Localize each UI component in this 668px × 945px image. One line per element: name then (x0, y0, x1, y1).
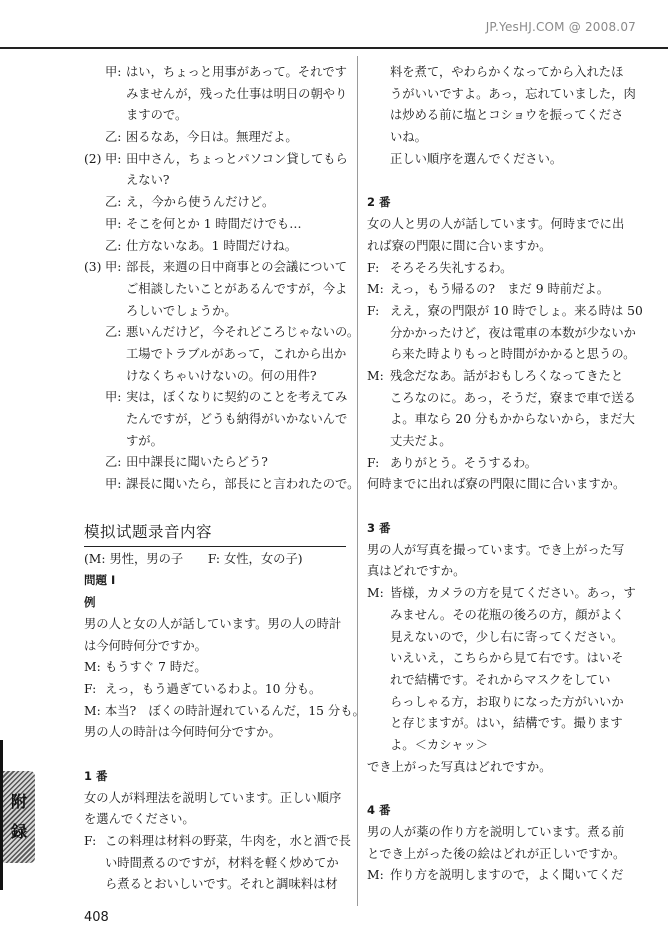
line-text: と存じますが。はい，結構です。撮ります (390, 716, 623, 731)
line-text: ら来た時よりもっと時間がかかると思うの。 (390, 347, 636, 362)
dialogue-line (84, 236, 346, 258)
line-text: 作り方を説明しますので，よく聞いてくだ (390, 868, 624, 883)
line-text: みません。その花瓶の後ろの方，顔がよく (390, 607, 625, 622)
line-text: 問題 Ⅰ (84, 573, 116, 588)
continuation-line (84, 366, 346, 388)
continuation-line (84, 170, 346, 192)
line-text: もうすぐ 7 時だ。 (105, 660, 207, 675)
dialogue-line (84, 831, 351, 853)
line-text: そこを何とか 1 時間だけでも… (126, 216, 302, 231)
speaker-label: M: (84, 660, 101, 675)
speaker-label: 甲: (105, 216, 122, 231)
text-line (84, 788, 346, 810)
continuation-line (367, 605, 643, 627)
continuation-line (84, 853, 346, 875)
text-line (367, 822, 643, 844)
line-text: ますので。 (126, 108, 188, 123)
text-line (84, 722, 346, 744)
speaker-label: M: (84, 703, 101, 718)
continuation-line (367, 344, 643, 366)
dialogue-line (84, 149, 346, 171)
line-text: えっ，もう帰るの? まだ 9 時前だよ。 (390, 282, 609, 297)
speaker-label: M: (367, 586, 384, 601)
speaker-label: F: (367, 455, 380, 470)
line-text: 4 番 (367, 803, 391, 818)
line-text: みませんが，残った仕事は明日の朝やり (126, 86, 348, 101)
line-text: 男の人と女の人が話しています。男の人の時計 (84, 616, 342, 631)
indent (367, 323, 390, 345)
dialogue-line (84, 127, 346, 149)
indent (367, 605, 390, 627)
line-text: ご相談したいことがあるんですが，今よ (126, 281, 348, 296)
indent (367, 670, 390, 692)
line-text: 女の人が料理法を説明しています。正しい順序 (84, 790, 342, 805)
line-text: 仕方ないなあ。1 時間だけね。 (126, 238, 298, 253)
line-text: たんですが，どうも納得がいかないんで (126, 412, 348, 426)
appendix-side-tab (3, 771, 35, 863)
line-text: 田中さん，ちょっとパソコン貸してもら (126, 151, 348, 166)
line-text: 料を煮て，やわらかくなってから入れたほ (390, 65, 624, 79)
indent (367, 84, 390, 106)
indent (367, 713, 390, 735)
speaker-label: 乙: (105, 455, 122, 470)
line-text: けなくちゃいけないの。何の用件? (126, 368, 317, 383)
indent (84, 170, 126, 192)
line-text: 部長，来週の日中商事との会議について (126, 260, 348, 275)
continuation-line (367, 323, 643, 345)
text-section (84, 518, 365, 744)
item-number: (3) (84, 260, 102, 275)
indent (367, 62, 390, 84)
continuation-line (367, 84, 643, 106)
speaker-label: 甲: (105, 390, 122, 405)
dialogue-line (84, 657, 346, 679)
speaker-label: F: (84, 681, 97, 696)
line-text: 残念だなあ。話がおもしろくなってきたと (390, 368, 624, 383)
line-text: は今何時何分ですか。 (84, 638, 207, 653)
text-section (367, 800, 643, 887)
line-text: 男の人が写真を撮っています。でき上がった写 (367, 542, 625, 557)
line-text: い時間煮るのですが，材料を軽く炒めてか (105, 855, 339, 870)
line-text: そろそろ失礼するわ。 (390, 260, 513, 275)
continuation-line (367, 105, 643, 127)
line-text: 1 番 (84, 768, 108, 783)
section-heading (367, 518, 643, 540)
indent (84, 279, 126, 301)
speaker-label: 乙: (105, 325, 122, 340)
continuation-line (367, 431, 643, 453)
line-text: よ。＜カシャッ＞ (390, 737, 489, 752)
line-text: 男の人の時計は今何時何分ですか。 (84, 725, 281, 740)
continuation-line (84, 344, 346, 366)
line-text: よ。車なら 20 分もかからないから，まだ大 (390, 412, 635, 427)
dialogue-line (367, 865, 643, 887)
line-text: 3 番 (367, 521, 391, 536)
indent (367, 409, 390, 431)
dialogue-line (84, 62, 346, 84)
speaker-label: 甲: (105, 260, 122, 275)
indent (84, 431, 126, 453)
text-line (367, 540, 643, 562)
line-text: 何時までに出れば寮の門限に間に合いますか。 (367, 477, 626, 492)
dialogue-line (84, 257, 346, 279)
line-text: 女の人と男の人が話しています。何時までに出 (367, 217, 625, 232)
line-text: ろしいでしょうか。 (126, 303, 237, 318)
line-text: 分かかったけど，夜は電車の本数が少ないか (390, 325, 636, 340)
line-text: 男の人が薬の作り方を説明しています。煮る前 (367, 825, 625, 839)
indent (367, 692, 390, 714)
header-rule (0, 47, 668, 49)
line-text: を選んでください。 (84, 812, 195, 827)
continuation-line (367, 627, 643, 649)
line-text: ええ，寮の門限が 10 時でしょ。来る時は 50 (390, 303, 643, 318)
continuation-line (367, 409, 643, 431)
line-text: 本当? ぼくの時計遅れているんだ，15 分も。 (105, 703, 365, 718)
speaker-label: F: (367, 260, 380, 275)
dialogue-line (84, 387, 346, 409)
continuation-line (367, 713, 643, 735)
indent (367, 105, 390, 127)
continuation-line (367, 62, 643, 84)
header-watermark: JP.YesHJ.COM @ 2008.07 (485, 20, 636, 34)
continuation-line (367, 127, 643, 149)
speaker-label: 甲: (105, 151, 122, 166)
dialogue-line (84, 214, 346, 236)
side-tab-char: 附 (10, 792, 27, 811)
side-tab-char: 録 (10, 822, 27, 841)
text-line (367, 844, 643, 866)
line-text: ころなのに。あっ，そうだ，寮まで車で送る (390, 390, 636, 405)
line-text: 田中課長に聞いたらどう? (126, 455, 268, 470)
indent (367, 388, 390, 410)
text-line (84, 809, 346, 831)
line-text: 実は，ぼくなりに契約のことを考えてみ (126, 390, 348, 405)
dialogue-line (367, 583, 643, 605)
indent (84, 301, 126, 323)
text-line (84, 549, 346, 571)
line-text: うがいいですよ。あっ，忘れていました，肉 (390, 86, 636, 101)
line-text: とでき上がった後の絵はどれが正しいですか。 (367, 846, 626, 861)
line-text: いえいえ，こちらから見て右です。はいそ (390, 651, 624, 666)
indent (367, 735, 390, 757)
speaker-label: F: (367, 303, 380, 318)
speaker-label: M: (367, 282, 384, 297)
continuation-line (367, 692, 643, 714)
line-text: 模拟试题录音内容 (84, 522, 213, 541)
indent (84, 105, 126, 127)
text-line (367, 757, 643, 779)
section-heading (84, 766, 346, 788)
dialogue-line (84, 701, 365, 723)
line-text: 工場でトラブルがあって，これから出か (126, 346, 347, 361)
speaker-label: F: (84, 834, 97, 848)
indent (367, 149, 390, 171)
line-text: (M: 男性，男の子 F: 女性，女の子) (84, 551, 303, 566)
indent (84, 366, 126, 388)
line-text: ありがとう。そうするわ。 (390, 455, 538, 470)
line-text: ら煮るとおいしいです。それと調味料は材 (105, 877, 338, 892)
section-heading (367, 192, 643, 214)
line-text: 2 番 (367, 195, 391, 210)
line-text: 課長に聞いたら，部長にと言われたので。 (126, 477, 360, 492)
indent (367, 431, 390, 453)
right-column (367, 62, 643, 909)
indent (84, 84, 126, 106)
indent (367, 648, 390, 670)
page-section-title (84, 518, 346, 547)
indent (84, 344, 126, 366)
indent (367, 344, 390, 366)
line-text: 丈夫だよ。 (390, 434, 452, 448)
text-line (84, 614, 346, 636)
dialogue-line (367, 366, 643, 388)
item-number: (2) (84, 151, 102, 166)
continuation-line (367, 670, 643, 692)
continuation-line (367, 388, 643, 410)
text-line (367, 214, 643, 236)
dialogue-line (367, 453, 643, 475)
line-text: えない? (126, 173, 170, 188)
line-text: すが。 (126, 433, 163, 448)
indent (84, 409, 126, 431)
text-line (367, 236, 643, 258)
line-text: れで結構です。それからマスクをしてい (390, 672, 611, 687)
continuation-line (84, 409, 346, 431)
line-text: 悪いんだけど，今それどころじゃないの。 (126, 325, 360, 340)
line-text: 困るなあ，今日は。無理だよ。 (126, 130, 298, 145)
speaker-label: M: (367, 868, 384, 883)
dialogue-line (367, 301, 643, 323)
continuation-line (367, 735, 643, 757)
text-line (367, 561, 643, 583)
line-text: いね。 (390, 130, 427, 145)
continuation-line (84, 874, 346, 896)
line-text: え，今から使うんだけど。 (126, 195, 275, 210)
text-section (367, 62, 643, 170)
continuation-line (84, 105, 346, 127)
text-line (84, 636, 346, 658)
speaker-label: 乙: (105, 130, 122, 145)
continuation-line (84, 431, 346, 453)
text-section (84, 766, 351, 896)
line-text: えっ，もう過ぎているわよ。10 分も。 (105, 681, 322, 696)
section-heading (84, 592, 346, 614)
dialogue-line (84, 322, 360, 344)
continuation-line (84, 301, 346, 323)
left-column (84, 62, 365, 918)
line-text: でき上がった写真はどれですか。 (367, 759, 552, 774)
text-section (367, 192, 643, 496)
section-heading (367, 800, 643, 822)
speaker-label: 乙: (105, 238, 122, 253)
line-text: 例 (84, 595, 96, 610)
dialogue-line (367, 279, 643, 301)
speaker-label: 甲: (105, 65, 122, 79)
line-text: らっしゃる方，お取りになった方がいいか (390, 694, 624, 709)
indent (367, 627, 390, 649)
line-text: れば寮の門限に間に合いますか。 (367, 238, 552, 253)
speaker-label: M: (367, 368, 384, 383)
line-text: 見えないので，少し右に寄ってください。 (390, 629, 624, 644)
continuation-line (367, 648, 643, 670)
line-text: 正しい順序を選んでください。 (390, 151, 563, 166)
section-heading (84, 570, 346, 592)
dialogue-line (367, 258, 643, 280)
text-line (367, 474, 643, 496)
text-section (367, 518, 643, 778)
continuation-line (367, 149, 643, 171)
dialogue-line (84, 679, 346, 701)
indent (84, 853, 105, 875)
text-section (84, 62, 360, 496)
indent (84, 874, 105, 896)
page-number: 408 (84, 910, 109, 925)
dialogue-line (84, 192, 346, 214)
line-text: は炒める前に塩とコショウを振ってくださ (390, 108, 624, 123)
line-text: この料理は材料の野菜，牛肉を，水と酒で長 (105, 834, 351, 848)
dialogue-line (84, 474, 360, 496)
dialogue-line (84, 452, 346, 474)
speaker-label: 乙: (105, 195, 122, 210)
line-text: 真はどれですか。 (367, 564, 466, 579)
continuation-line (84, 279, 346, 301)
line-text: 皆様，カメラの方を見てください。あっ，す (390, 586, 636, 601)
continuation-line (84, 84, 346, 106)
speaker-label: 甲: (105, 477, 122, 492)
line-text: はい，ちょっと用事があって。それです (126, 65, 347, 79)
indent (367, 127, 390, 149)
